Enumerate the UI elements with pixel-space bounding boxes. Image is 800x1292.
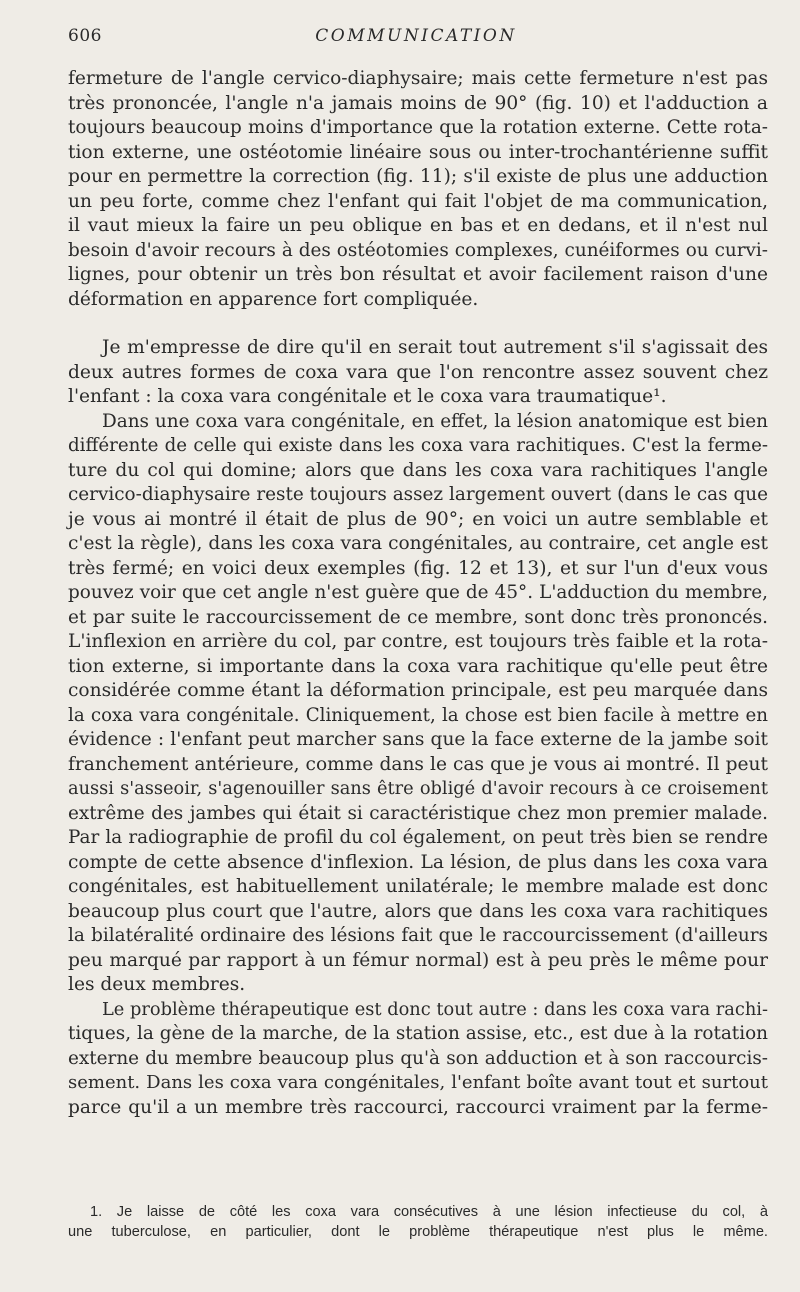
text-line: tion externe, si importante dans la coxa vara rachitique qu'elle peut être [68, 655, 768, 677]
paragraph-gap [68, 312, 768, 336]
text-line: externe du membre beaucoup plus qu'à son adduction et à son raccourcis- [68, 1047, 768, 1069]
running-title: COMMUNICATION [315, 26, 517, 46]
paragraph-2 [68, 336, 768, 410]
footnote-line: 1. Je laisse de côté les coxa vara consécutives à une lésion infectieuse du col, à [90, 1204, 768, 1220]
text-line: un peu forte, comme chez l'enfant qui fait l'objet de ma communication, [68, 190, 768, 212]
text-line: Je m'empresse de dire qu'il en serait tout autrement s'il s'agissait des [102, 337, 768, 358]
text-line: Le problème thérapeutique est donc tout autre : dans les coxa vara rachi- [102, 998, 768, 1020]
paragraph-1 [68, 67, 768, 312]
text-line: congénitales, est habituellement unilatérale; le membre malade est donc [68, 876, 768, 897]
text-line: deux autres formes de coxa vara que l'on rencontre assez souvent chez [68, 361, 768, 383]
text-line: c'est la règle), dans les coxa vara congénitales, au contraire, cet angle est [68, 533, 768, 554]
text-line: pouvez voir que cet angle n'est guère que de 45°. L'adduction du membre, [68, 582, 768, 603]
text-line: les deux membres. [68, 974, 246, 995]
text-line: franchement antérieure, comme dans le cas que je vous ai montré. Il peut [68, 753, 768, 775]
text-line: fermeture de l'angle cervico-diaphysaire; mais cette fermeture n'est pas [68, 68, 768, 89]
text-line: lignes, pour obtenir un très bon résultat et avoir facilement raison d'une [68, 264, 768, 285]
footnote-line: une tuberculose, en particulier, dont le problème thérapeutique n'est plus le même. [68, 1224, 768, 1240]
text-line: évidence : l'enfant peut marcher sans que la face externe de la jambe soit [68, 729, 768, 750]
footnote [68, 1202, 768, 1242]
text-line: différente de celle qui existe dans les coxa vara rachitiques. C'est la ferme- [68, 435, 768, 456]
text-line: il vaut mieux la faire un peu oblique en bas et en dedans, et il n'est nul [68, 215, 768, 236]
text-line: tion externe, une ostéotomie linéaire sous ou inter-trochantérienne suffit [68, 141, 768, 163]
paragraph-4 [68, 998, 768, 1121]
text-line: parce qu'il a un membre très raccourci, raccourci vraiment par la ferme- [68, 1096, 768, 1118]
text-line: compte de cette absence d'inflexion. La lésion, de plus dans les coxa vara [68, 851, 768, 873]
text-line: peu marqué par rapport à un fémur normal) est à peu près le même pour [68, 949, 768, 971]
text-line: Par la radiographie de profil du col également, on peut très bien se rendre [68, 827, 768, 848]
paragraph-3 [68, 410, 768, 998]
text-line: sement. Dans les coxa vara congénitales, l'enfant boîte avant tout et surtout [68, 1072, 768, 1093]
page-header [68, 26, 764, 52]
text-line: toujours beaucoup moins d'importance que la rotation externe. Cette rota- [68, 117, 768, 138]
text-line: ture du col qui domine; alors que dans les coxa vara rachitiques l'angle [68, 459, 768, 481]
text-line: aussi s'asseoir, s'agenouiller sans être obligé d'avoir recours à ce croisement [68, 778, 768, 799]
text-line: besoin d'avoir recours à des ostéotomies complexes, cunéiformes ou curvi- [68, 239, 768, 261]
text-line: beaucoup plus court que l'autre, alors que dans les coxa vara rachitiques [68, 900, 768, 922]
text-line: je vous ai montré il était de plus de 90°; en voici un autre semblable et [68, 508, 768, 530]
body-text [68, 67, 768, 1120]
text-line: la bilatéralité ordinaire des lésions fait que le raccourcissement (d'ailleurs [68, 925, 768, 946]
text-line: et par suite le raccourcissement de ce membre, sont donc très prononcés. [68, 606, 768, 628]
text-line: la coxa vara congénitale. Cliniquement, la chose est bien facile à mettre en [68, 704, 768, 726]
text-line: très fermé; en voici deux exemples (fig. 12 et 13), et sur l'un d'eux vous [68, 557, 768, 579]
text-line: l'enfant : la coxa vara congénitale et le coxa vara traumatique¹. [68, 386, 667, 407]
text-line: cervico-diaphysaire reste toujours assez largement ouvert (dans le cas que [68, 484, 768, 505]
text-line: L'inflexion en arrière du col, par contre, est toujours très faible et la rota- [68, 631, 768, 652]
text-line: extrême des jambes qui était si caractéristique chez mon premier malade. [68, 802, 768, 824]
text-line: pour en permettre la correction (fig. 11); s'il existe de plus une adduction [68, 166, 768, 187]
text-line: Dans une coxa vara congénitale, en effet, la lésion anatomique est bien [102, 410, 768, 432]
page-number: 606 [68, 26, 102, 46]
text-line: déformation en apparence fort compliquée. [68, 288, 479, 310]
text-line: très prononcée, l'angle n'a jamais moins de 90° (fig. 10) et l'adduction a [68, 92, 768, 114]
text-line: considérée comme étant la déformation principale, est peu marquée dans [68, 680, 768, 701]
text-line: tiques, la gène de la marche, de la station assise, etc., est due à la rotation [68, 1023, 768, 1044]
